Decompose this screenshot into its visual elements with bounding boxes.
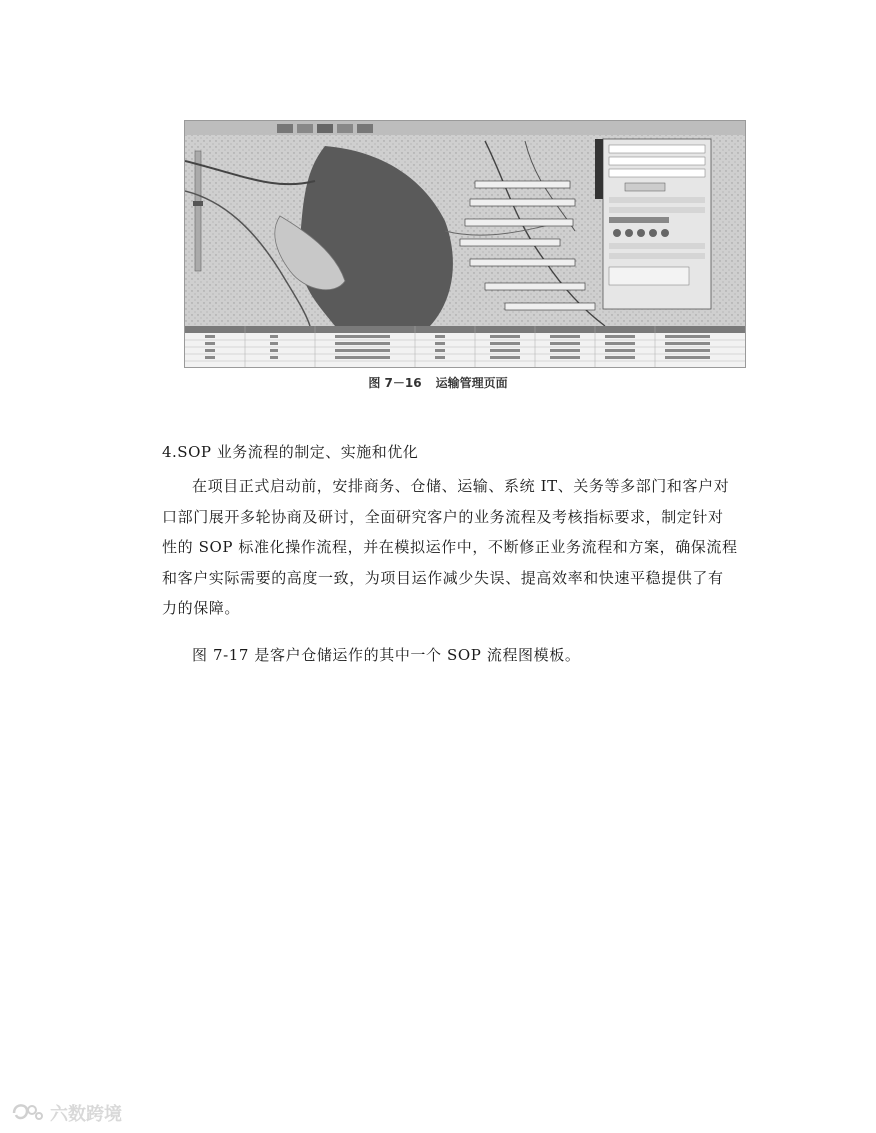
watermark: [10, 1100, 122, 1126]
map-image: [185, 121, 745, 367]
paragraph-1-line: 和客户实际需要的高度一致，为项目运作减少失误、提高效率和快速平稳提供了有: [162, 568, 724, 587]
section-heading: 4.SOP 业务流程的制定、实施和优化: [162, 443, 419, 461]
paragraph-1-line: 在项目正式启动前，安排商务、仓储、运输、系统 IT、关务等多部门和客户对: [192, 477, 730, 495]
transport-management-screenshot: [184, 120, 746, 368]
brand-logo-icon: [10, 1102, 44, 1124]
paragraph-1-line: 力的保障。: [162, 599, 241, 618]
paragraph-2: 图 7-17 是客户仓储运作的其中一个 SOP 流程图模板。: [192, 646, 581, 664]
watermark-text: 六数跨境: [50, 1104, 122, 1125]
figure-number: 图 7－16: [368, 376, 422, 390]
figure-title: 运输管理页面: [435, 376, 508, 390]
paragraph-1: [162, 471, 752, 624]
paragraph-1-line: 口部门展开多轮协商及研讨，全面研究客户的业务流程及考核指标要求，制定针对: [162, 507, 724, 526]
paragraph-1-line: 性的 SOP 标准化操作流程，并在模拟运作中，不断修正业务流程和方案，确保流程: [162, 538, 738, 557]
figure-caption: [0, 374, 876, 391]
